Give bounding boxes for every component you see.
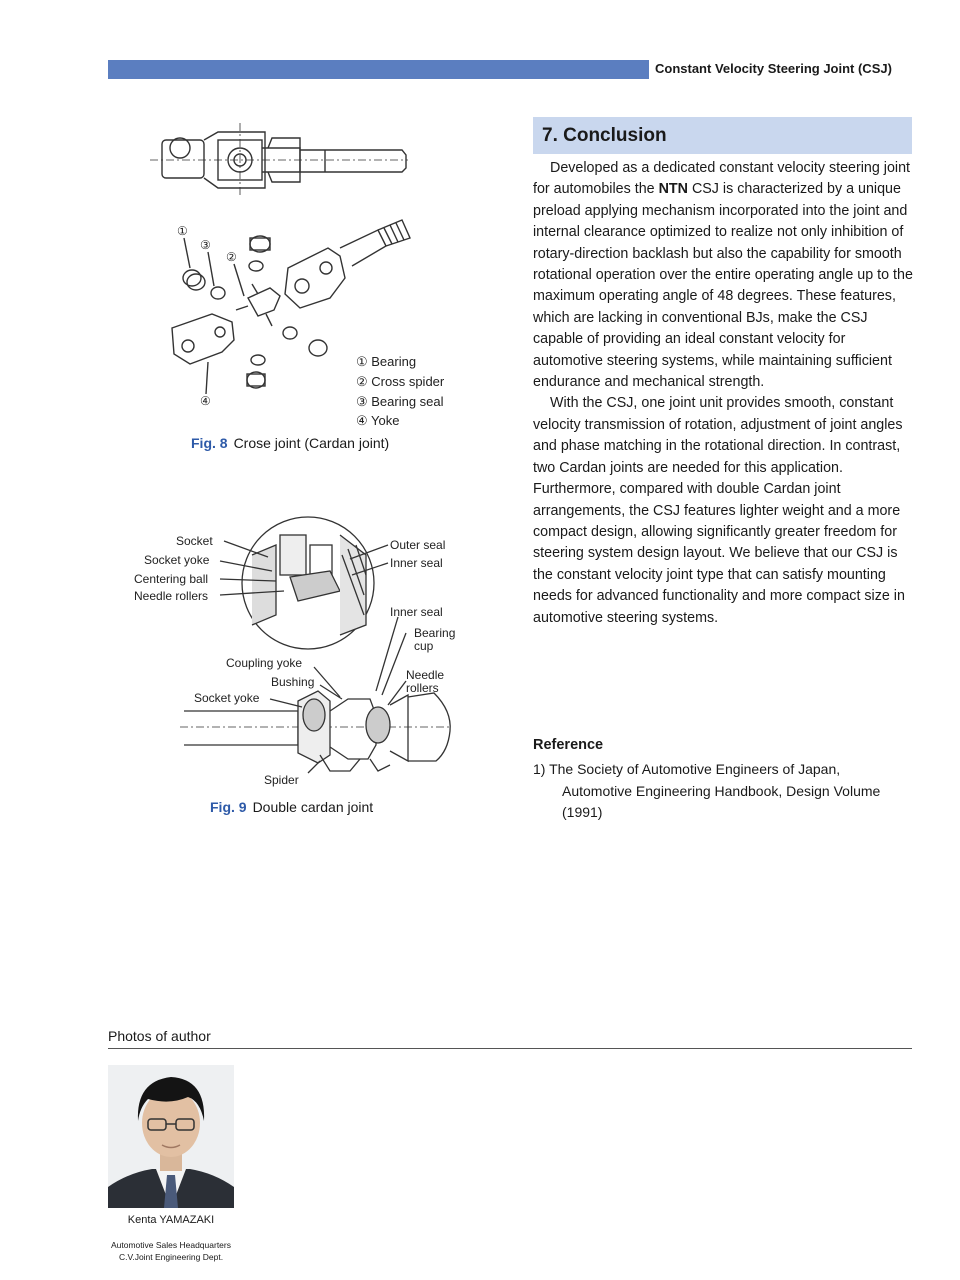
paragraph-2: With the CSJ, one joint unit provides smooth, constant velocity transmission of rotation, adjustment of joint angles and phase matching in the rotational direction. In contrast, two Cardan joints are needed for this application. Furthermore, compared with double Cardan joint arrangements, the CSJ features lighter weight and a more compact design, allowing significantly greater freedom for steering system design layout. We believe that our CSJ is the constant velocity joint type that can satisfy mounting needs for advanced functionality and more compact size in automotive steering systems. bbox=[533, 395, 905, 626]
fig8-caption bbox=[191, 435, 389, 451]
header-bar bbox=[108, 60, 649, 79]
fig8-callout-2: ② bbox=[226, 250, 237, 264]
fig8-legend-yoke: ④ Yoke bbox=[356, 413, 400, 428]
fig9-label-socket-yoke-bottom: Socket yoke bbox=[194, 691, 260, 705]
fig9-label-needle: Needle bbox=[406, 668, 445, 682]
fig8-legend-bearing: ① Bearing bbox=[356, 354, 417, 369]
section-title: 7. Conclusion bbox=[542, 125, 667, 146]
author-dept-1: Automotive Sales Headquarters bbox=[110, 1240, 231, 1250]
paragraph-1-rest: CSJ is characterized by a unique preload applying mechanism incorporated into the joint and internal clearance optimized to realize not only inhibition of rotary-direction backlash but also the capability for smooth rotational operation over the entire operating angle up to the maximum operating angle of 48 degrees. These features, which are lacking in conventional BJs, make the CSJ capable of providing an ideal constant velocity for automotive steering systems, while maintaining sufficient endurance and mechanical strength. bbox=[533, 181, 913, 391]
photos-divider bbox=[108, 1048, 912, 1049]
fig9-label-cup: cup bbox=[414, 639, 434, 653]
author-photo bbox=[108, 1065, 234, 1208]
paragraph-1-start: Developed as a dedicated constant velocity steering joint for automobiles the bbox=[533, 160, 911, 198]
paragraph-1 bbox=[533, 158, 917, 393]
fig9-label-centering-ball: Centering ball bbox=[134, 572, 209, 586]
fig8-callout-4: ④ bbox=[200, 394, 211, 408]
photos-title: Photos of author bbox=[108, 1028, 211, 1044]
fig8-drawing bbox=[140, 118, 480, 418]
fig9-label-rollers: rollers bbox=[406, 681, 439, 695]
fig9-label-outer-seal: Outer seal bbox=[390, 538, 446, 552]
author-name: Kenta YAMAZAKI bbox=[127, 1214, 215, 1226]
fig9-label-bushing: Bushing bbox=[271, 675, 315, 689]
reference-title: Reference bbox=[533, 737, 604, 753]
fig9-label-needle-rollers-left: Needle rollers bbox=[134, 589, 209, 603]
fig9-label-inner-seal-top: Inner seal bbox=[390, 556, 443, 570]
fig9-label-inner-seal: Inner seal bbox=[390, 605, 443, 619]
paragraph-1-brand: NTN bbox=[658, 181, 688, 198]
fig8-callout-3: ③ bbox=[200, 238, 211, 252]
conclusion-body bbox=[533, 158, 917, 629]
fig9-label-bearing: Bearing bbox=[414, 626, 456, 640]
running-header-title: Constant Velocity Steering Joint (CSJ) bbox=[655, 61, 892, 76]
reference-item-rest: Automotive Engineering Handbook, Design Volume (1991) bbox=[562, 782, 881, 820]
author-dept-2: C.V.Joint Engineering Dept. bbox=[118, 1252, 224, 1262]
fig9-caption-text: Double cardan joint bbox=[252, 799, 374, 815]
fig8-callout-1: ① bbox=[177, 224, 188, 238]
fig9-number: Fig. 9 bbox=[210, 799, 247, 815]
fig9-caption bbox=[210, 799, 373, 815]
reference-item bbox=[533, 759, 913, 824]
fig9-label-socket: Socket bbox=[176, 534, 213, 548]
fig9-label-coupling-yoke: Coupling yoke bbox=[226, 656, 303, 670]
fig8-caption-text: Crose joint (Cardan joint) bbox=[233, 435, 390, 451]
fig8-number: Fig. 8 bbox=[191, 435, 228, 451]
reference-item-first: 1) The Society of Automotive Engineers of Japan, bbox=[533, 761, 841, 777]
fig8-legend-bearing-seal: ③ Bearing seal bbox=[356, 394, 444, 409]
fig8-legend-cross-spider: ② Cross spider bbox=[356, 374, 445, 389]
fig9-label-socket-yoke-top: Socket yoke bbox=[144, 553, 210, 567]
fig9-label-spider: Spider bbox=[264, 773, 299, 787]
